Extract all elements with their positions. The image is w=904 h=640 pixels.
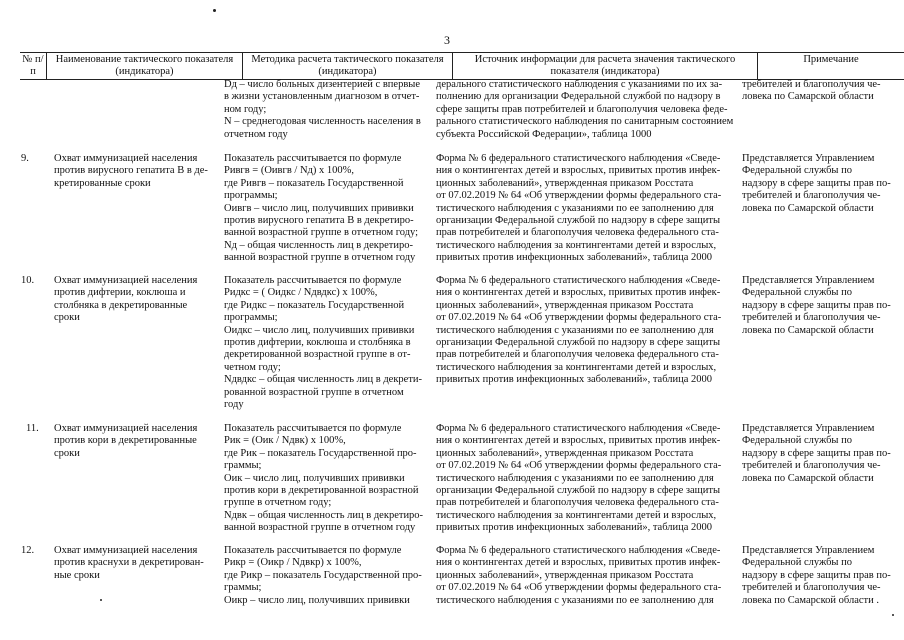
- text-line: требителей и благополучия че-: [742, 312, 881, 324]
- cont-source: [436, 79, 736, 141]
- text-line: Охват иммунизацией населения: [54, 545, 198, 556]
- header-name: Наименование тактического показателя (индикатора): [47, 53, 243, 79]
- cont-note: [742, 79, 894, 104]
- text-line: ванной возрастной группе в отчетном году;: [224, 227, 419, 239]
- text-line: прав потребителей и благополучия человека федерального ста-: [436, 227, 719, 239]
- text-line: сроки: [54, 312, 80, 324]
- calc-method: [224, 545, 429, 607]
- text-line: где Ривгв – показатель Государственной: [224, 177, 404, 189]
- indicator-name: [54, 275, 218, 325]
- text-line: Показатель рассчитывается по формуле: [224, 545, 402, 556]
- scan-speck: [100, 599, 102, 601]
- text-line: от 07.02.2019 № 64 «Об утверждении формы федерального ста-: [436, 312, 722, 324]
- scan-speck: [213, 9, 216, 12]
- info-source: [436, 545, 736, 607]
- header-note: Примечание: [803, 54, 859, 65]
- text-line: Nд – общая численность лиц в декретиро-: [224, 239, 413, 251]
- text-line: надзору в сфере защиты прав по-: [742, 569, 891, 581]
- text-line: ционных заболеваний», утвержденная приказом Росстата: [436, 447, 694, 459]
- text-line: требителей и благополучия че-: [742, 460, 881, 472]
- text-line: против кори в декретированные: [54, 435, 197, 447]
- text-line: Федеральной службы по: [742, 165, 852, 177]
- text-line: ния о контингентах детей и взрослых, привитых против инфек-: [436, 557, 721, 569]
- text-line: ловека по Самарской области: [742, 472, 874, 484]
- text-line: ловека по Самарской области: [742, 324, 874, 336]
- text-line: Оидкс – число лиц, получивших прививки: [224, 324, 415, 336]
- text-line: ния о контингентах детей и взрослых, привитых против инфек-: [436, 435, 721, 447]
- text-line: Представляется Управлением: [742, 423, 875, 434]
- text-line: против вирусного гепатита В в де-: [54, 165, 208, 177]
- note: [742, 275, 894, 337]
- indicator-name: [54, 545, 218, 582]
- text-line: организации Федеральной службой по надзору в сфере защиты: [436, 337, 721, 349]
- table-header: [20, 52, 904, 80]
- text-line: требителей и благополучия че-: [742, 190, 881, 202]
- text-line: прав потребителей и благополучия человека федерального ста-: [436, 349, 719, 361]
- text-line: тистического наблюдения за контингентами детей и взрослых,: [436, 509, 717, 521]
- text-line: ционных заболеваний», утвержденная приказом Росстата: [436, 569, 694, 581]
- text-line: где Рикр – показатель Государственной про-: [224, 569, 422, 581]
- text-line: тистического наблюдения с указаниями по ее заполнению для: [436, 472, 714, 484]
- text-line: ционных заболеваний», утвержденная приказом Росстата: [436, 177, 694, 189]
- text-line: тистического наблюдения за контингентами детей и взрослых,: [436, 239, 717, 251]
- text-line: полнению для организации Федеральной службой по надзору в: [436, 91, 721, 103]
- text-line: рального статистического наблюдения по санитарным состоянием: [436, 116, 734, 128]
- text-line: Показатель рассчитывается по формуле: [224, 153, 402, 164]
- text-line: граммы;: [224, 582, 262, 594]
- note: [742, 153, 894, 215]
- text-line: N – среднегодовая численность населения в: [224, 116, 421, 128]
- text-line: где Рик – показатель Государственной про-: [224, 447, 417, 459]
- text-line: против дифтерии, коклюша и столбняка в: [224, 337, 411, 349]
- info-source: [436, 153, 736, 265]
- text-line: Показатель рассчитывается по формуле: [224, 275, 402, 286]
- calc-method: [224, 153, 429, 265]
- text-line: ловека по Самарской области .: [742, 594, 879, 606]
- row-number: 11.: [26, 423, 39, 434]
- text-line: Оик – число лиц, получивших прививки: [224, 472, 405, 484]
- text-line: против дифтерии, коклюша и: [54, 287, 186, 299]
- text-line: ном году;: [224, 103, 267, 115]
- text-line: тистического наблюдения с указаниями по ее заполнению для: [436, 202, 714, 214]
- text-line: тистического наблюдения с указаниями по ее заполнению для: [436, 324, 714, 336]
- text-line: Федеральной службы по: [742, 287, 852, 299]
- text-line: сфере защиты прав потребителей и благополучия человека феде-: [436, 103, 728, 115]
- text-line: дерального статистического наблюдения с указаниями по их за-: [436, 79, 723, 90]
- indicator-name: [54, 423, 218, 460]
- text-line: Форма № 6 федерального статистического наблюдения «Сведе-: [436, 275, 721, 286]
- text-line: Охват иммунизацией населения: [54, 275, 198, 286]
- text-line: организации Федеральной службой по надзору в сфере защиты: [436, 485, 721, 497]
- text-line: надзору в сфере защиты прав по-: [742, 299, 891, 311]
- text-line: тистического наблюдения за контингентами детей и взрослых,: [436, 361, 717, 373]
- text-line: ловека по Самарской области: [742, 91, 874, 103]
- indicator-name: [54, 153, 218, 190]
- text-line: Форма № 6 федерального статистического наблюдения «Сведе-: [436, 423, 721, 434]
- scan-speck: [892, 614, 894, 616]
- text-line: тистического наблюдения с указаниями по ее заполнению для: [436, 594, 714, 606]
- header-method: Методика расчета тактического показателя (индикатора): [243, 53, 453, 79]
- text-line: Федеральной службы по: [742, 435, 852, 447]
- row-number: 12.: [21, 545, 35, 556]
- text-line: субъекта Российской Федерации», таблица 1000: [436, 128, 652, 140]
- text-line: отчетном году: [224, 128, 288, 140]
- text-line: Представляется Управлением: [742, 275, 875, 286]
- calc-method: [224, 275, 429, 411]
- text-line: надзору в сфере защиты прав по-: [742, 447, 891, 459]
- header-num: № п/п: [20, 53, 47, 79]
- text-line: от 07.02.2019 № 64 «Об утверждении формы федерального ста-: [436, 190, 722, 202]
- text-line: требителей и благополучия че-: [742, 582, 881, 594]
- header-source: Источник информации для расчета значения тактического показателя (индикатора): [453, 53, 758, 79]
- text-line: от 07.02.2019 № 64 «Об утверждении формы федерального ста-: [436, 582, 722, 594]
- text-line: декретированной возрастной группе в от-: [224, 349, 411, 361]
- text-line: против вирусного гепатита В в декретиро-: [224, 215, 414, 227]
- text-line: Nдвдкс – общая численность лиц в декрети-: [224, 374, 423, 386]
- text-line: ния о контингентах детей и взрослых, привитых против инфек-: [436, 165, 721, 177]
- cont-method: [224, 79, 429, 141]
- text-line: Nдвк – общая численность лиц в декретиро-: [224, 509, 424, 521]
- text-line: ния о контингентах детей и взрослых, привитых против инфек-: [436, 287, 721, 299]
- text-line: привитых против инфекционных заболеваний», таблица 2000: [436, 374, 713, 386]
- text-line: ванной возрастной группе в отчетном году: [224, 252, 416, 264]
- text-line: ловека по Самарской области: [742, 202, 874, 214]
- text-line: Представляется Управлением: [742, 153, 875, 164]
- note: [742, 423, 894, 485]
- text-line: прав потребителей и благополучия человека федерального ста-: [436, 497, 719, 509]
- text-line: четном году;: [224, 361, 281, 373]
- text-line: группе в отчетном году;: [224, 497, 332, 509]
- text-line: от 07.02.2019 № 64 «Об утверждении формы федерального ста-: [436, 460, 722, 472]
- text-line: надзору в сфере защиты прав по-: [742, 177, 891, 189]
- text-line: в жизни установленным диагнозом в отчет-: [224, 91, 420, 103]
- info-source: [436, 275, 736, 387]
- text-line: рованной возрастной группе в отчетном: [224, 386, 404, 398]
- text-line: привитых против инфекционных заболеваний», таблица 2000: [436, 252, 713, 264]
- text-line: году: [224, 399, 244, 411]
- text-line: Ридкс = ( Оидкс / Nдвдкс) х 100%,: [224, 287, 378, 299]
- text-line: Рик = (Оик / Nдвк) х 100%,: [224, 435, 346, 447]
- row-number: 10.: [21, 275, 35, 286]
- text-line: Показатель рассчитывается по формуле: [224, 423, 402, 434]
- text-line: программы;: [224, 312, 278, 324]
- text-line: Оивгв – число лиц, получивших прививки: [224, 202, 414, 214]
- text-line: требителей и благополучия че-: [742, 79, 881, 90]
- text-line: ванной возрастной группе в отчетном году: [224, 522, 416, 534]
- text-line: ные сроки: [54, 569, 100, 581]
- text-line: Охват иммунизацией населения: [54, 423, 198, 434]
- text-line: Форма № 6 федерального статистического наблюдения «Сведе-: [436, 153, 721, 164]
- text-line: Федеральной службы по: [742, 557, 852, 569]
- text-line: Охват иммунизацией населения: [54, 153, 198, 164]
- text-line: Ривгв = (Оивгв / Nд) х 100%,: [224, 165, 354, 177]
- text-line: программы;: [224, 190, 278, 202]
- text-line: Форма № 6 федерального статистического наблюдения «Сведе-: [436, 545, 721, 556]
- note: [742, 545, 894, 607]
- text-line: организации Федеральной службой по надзору в сфере защиты: [436, 215, 721, 227]
- text-line: Оикр – число лиц, получивших прививки: [224, 594, 410, 606]
- text-line: сроки: [54, 447, 80, 459]
- info-source: [436, 423, 736, 535]
- text-line: кретированные сроки: [54, 177, 151, 189]
- text-line: против краснухи в декретирован-: [54, 557, 204, 569]
- row-number: 9.: [21, 153, 29, 164]
- page-number: 3: [444, 33, 450, 47]
- text-line: граммы;: [224, 460, 262, 472]
- text-line: Рикр = (Оикр / Nдвкр) х 100%,: [224, 557, 362, 569]
- calc-method: [224, 423, 429, 535]
- text-line: где Ридкс – показатель Государственной: [224, 299, 405, 311]
- text-line: столбняка в декретированные: [54, 299, 188, 311]
- text-line: Представляется Управлением: [742, 545, 875, 556]
- text-line: привитых против инфекционных заболеваний», таблица 2000: [436, 522, 713, 534]
- text-line: Dд – число больных дизентерией с впервые: [224, 79, 420, 90]
- text-line: ционных заболеваний», утвержденная приказом Росстата: [436, 299, 694, 311]
- text-line: против кори в декретированной возрастной: [224, 485, 419, 497]
